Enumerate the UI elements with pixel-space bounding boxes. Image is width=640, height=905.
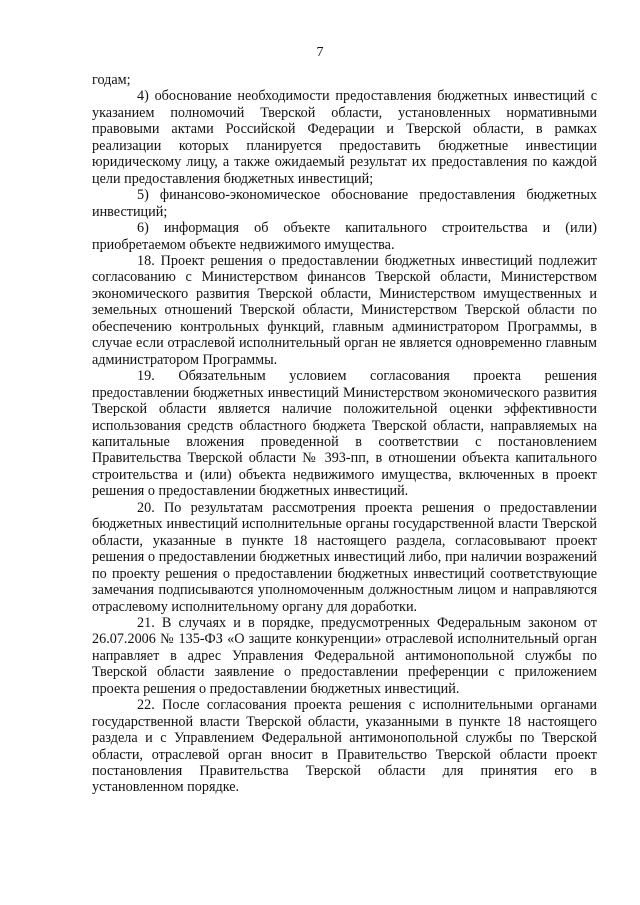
paragraph-item-4: 4) обоснование необходимости предоставления бюджетных инвестиций с указанием полномочий Тверской области, установленных нормативными правовыми актами Российской Федерации и Тверской области, в рамках реализации которых планируется предоставить бюджетные инвестиции юридическому лицу, а также ожидаемый результат их предоставления по каждой цели предоставления бюджетных инвестиций;	[92, 88, 597, 187]
paragraph-item-6: 6) информация об объекте капитального строительства и (или) приобретаемом объекте недвижимого имущества.	[92, 220, 597, 253]
paragraph-19: 19. Обязательным условием согласования проекта решения предоставлении бюджетных инвестиций Министерством экономического развития Тверской области является наличие положительной оценки эффективности использования средств областного бюджета Тверской области, направляемых на капитальные вложения проведенной в соответствии с постановлением Правительства Тверской области № 393-пп, в отношении объекта капитального строительства и (или) объекта недвижимого имущества, включенных в проект решения о предоставлении бюджетных инвестиций.	[92, 368, 597, 500]
paragraph-continuation: годам;	[92, 72, 131, 88]
page-number: 7	[316, 45, 324, 60]
paragraph-21: 21. В случаях и в порядке, предусмотренных Федеральным законом от 26.07.2006 № 135-ФЗ «О защите конкуренции» отраслевой исполнительный орган направляет в адрес Управления Федеральной антимонопольной службы по Тверской области заявление о предоставлении преференции с приложением проекта решения о предоставлении бюджетных инвестиций.	[92, 614, 597, 697]
paragraph-18: 18. Проект решения о предоставлении бюджетных инвестиций подлежит согласованию с Министерством финансов Тверской области, Министерством экономического развития Тверской области, Министерством имущественных и земельных отношений Тверской области, Министерством Тверской области по обеспечению контрольных функций, главным администратором Программы, в случае если отраслевой исполнительный орган не является одновременно главным администратором Программы.	[92, 252, 597, 368]
document-body	[92, 72, 597, 796]
paragraph-item-5: 5) финансово-экономическое обоснование предоставления бюджетных инвестиций;	[92, 187, 597, 220]
paragraph-22: 22. После согласования проекта решения с исполнительными органами государственной власти Тверской области, указанными в пункте 18 настоящего раздела и с Управлением Федеральной антимонопольной службы по Тверской области, отраслевой орган вносит в Правительство Тверской области проект постановления Правительства Тверской области для принятия его в установленном порядке.	[92, 697, 597, 796]
paragraph-20: 20. По результатам рассмотрения проекта решения о предоставлении бюджетных инвестиций исполнительные органы государственной власти Тверской области, указанные в пункте 18 настоящего раздела, согласовывают проект решения о предоставлении бюджетных инвестиций либо, при наличии возражений по проекту решения о предоставлении бюджетных инвестиций соответствующие замечания подписываются уполномоченным должностным лицом и направляются отраслевому исполнительному органу для доработки.	[92, 499, 597, 615]
